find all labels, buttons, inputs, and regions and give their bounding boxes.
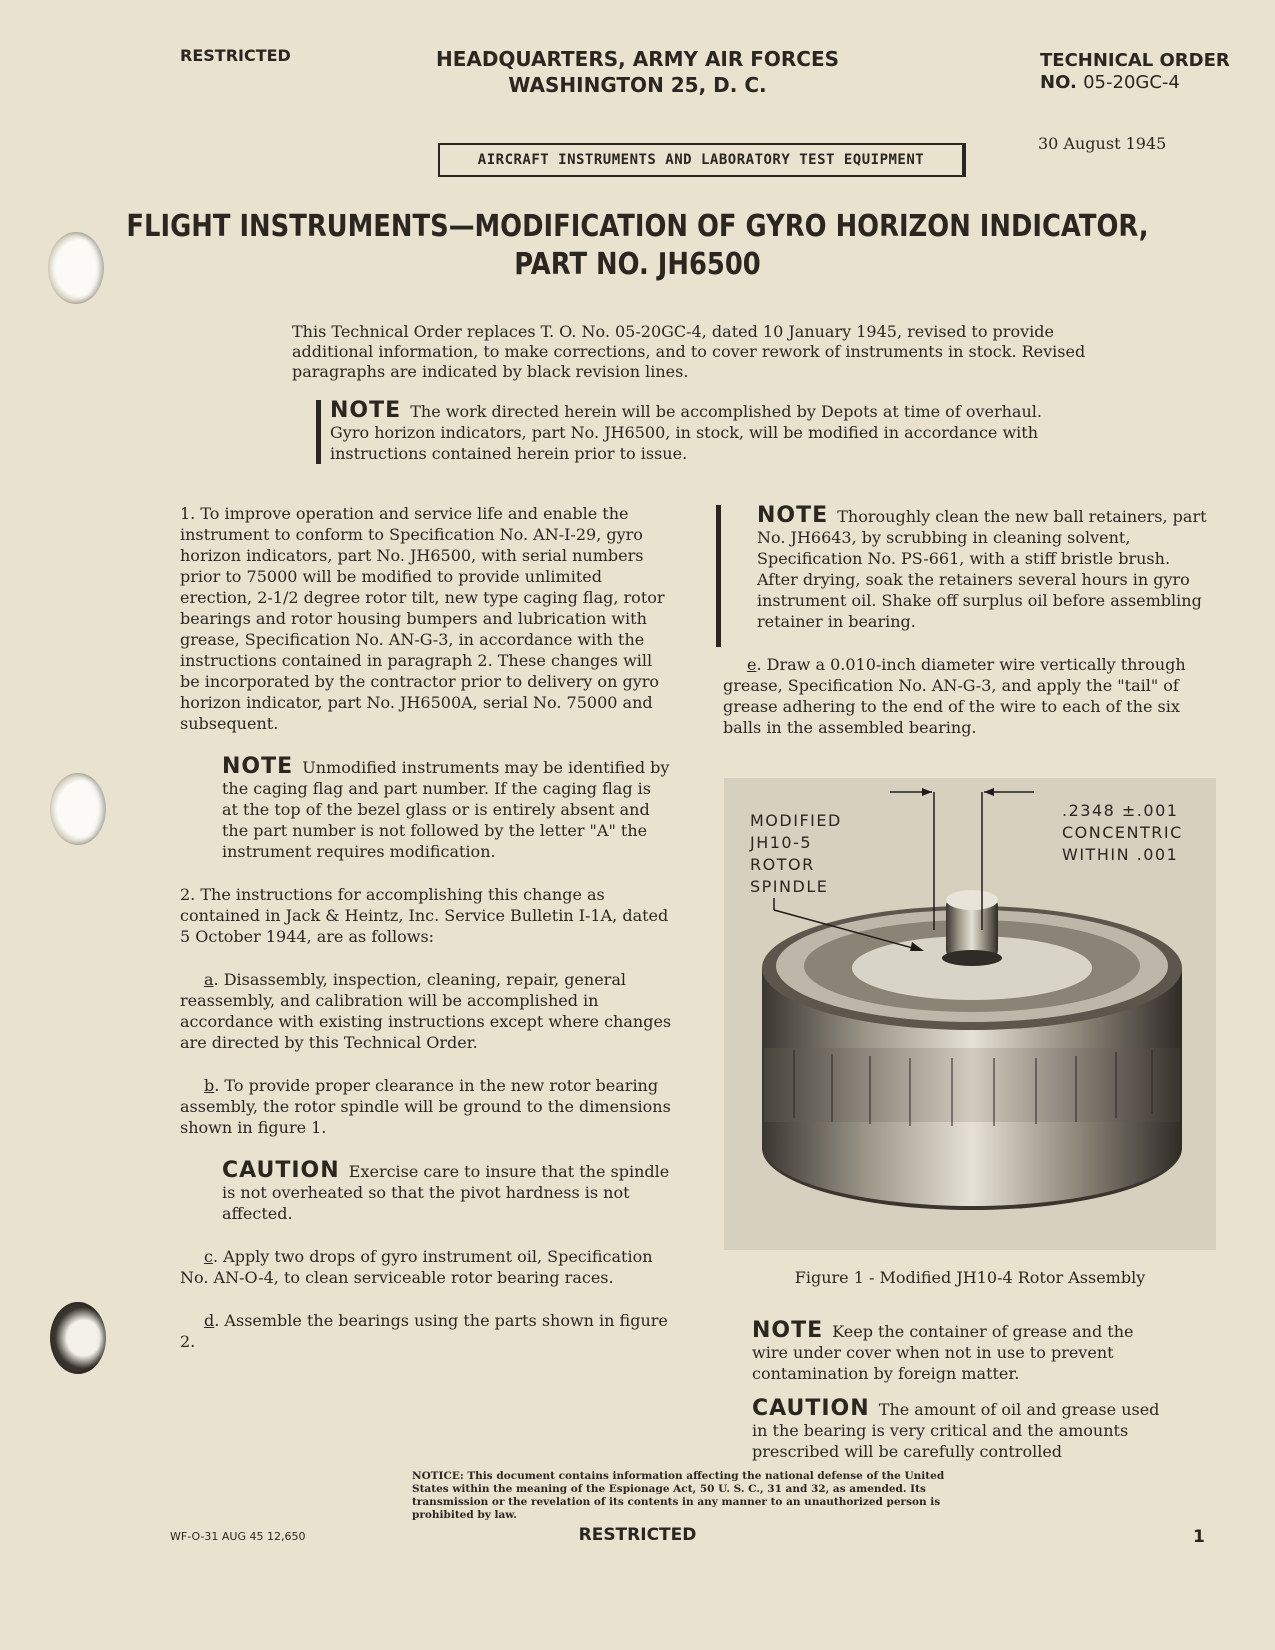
item-text: . To provide proper clearance in the new rotor bearing assembly, the rotor spindle will be ground to the dimensions shown in figure 1.	[180, 1076, 671, 1137]
classification-bottom: RESTRICTED	[578, 1525, 697, 1545]
label-line: SPINDLE	[750, 877, 829, 896]
item-text: . Disassembly, inspection, cleaning, repair, general reassembly, and calibration will be accomplished in accordance with existing instructions except where changes are directed by this Technical Order.	[180, 970, 672, 1052]
item-text: . Assemble the bearings using the parts shown in figure 2.	[180, 1311, 668, 1351]
item-letter: e	[747, 655, 757, 674]
document-date: 30 August 1945	[1038, 134, 1167, 153]
technical-order-number-line	[1040, 72, 1230, 94]
document-title	[89, 208, 1186, 284]
page-number: 1	[1193, 1527, 1205, 1547]
caution-text: The amount of oil and grease used in the bearing is very critical and the amounts prescribed will be carefully controlled	[752, 1400, 1160, 1461]
note-label: NOTE	[222, 754, 294, 779]
note-grease-cover	[752, 1320, 1172, 1384]
print-code: WF-O-31 AUG 45 12,650	[170, 1530, 306, 1543]
item-b	[180, 1075, 672, 1138]
note-text: The work directed herein will be accomplished by Depots at time of overhaul. Gyro horizon indicators, part No. JH6500, in stock, will be modified in accordance with instructions contained herein prior to issue.	[330, 402, 1042, 463]
label-line: WITHIN .001	[1062, 845, 1179, 864]
figure-caption: Figure 1 - Modified JH10-4 Rotor Assembly	[794, 1268, 1146, 1287]
caution-text: Exercise care to insure that the spindle is not overheated so that the pivot hardness is not affected.	[222, 1162, 670, 1223]
note-label: NOTE	[757, 503, 829, 528]
label-line: ROTOR	[750, 855, 815, 874]
technical-order-label: TECHNICAL ORDER	[1040, 50, 1230, 71]
security-notice: NOTICE: This document contains information affecting the national defense of the United States within the meaning of the Espionage Act, 50 U. S. C., 31 and 32, as amended. Its transmission or the revelation of its contents in any manner to an unauthorized person is prohibited by law.	[412, 1470, 945, 1521]
title-line-2: PART NO. JH6500	[514, 247, 761, 282]
figure-label-spindle	[750, 810, 842, 898]
revision-bar	[316, 400, 321, 464]
technical-order-block	[1040, 50, 1230, 94]
punch-hole	[50, 1302, 106, 1374]
technical-order-no-label: NO.	[1040, 72, 1077, 93]
caution-label: CAUTION	[752, 1396, 870, 1421]
caution-spindle	[180, 1160, 672, 1224]
note-label: NOTE	[330, 398, 402, 423]
note-label: NOTE	[752, 1318, 824, 1343]
item-letter: a	[204, 970, 214, 989]
item-text: . Draw a 0.010-inch diameter wire vertically through grease, Specification No. AN-G-3, and apply the "tail" of grease adhering to the end of the wire to each of the six balls in the assembled bearing.	[723, 655, 1186, 737]
item-d	[180, 1310, 672, 1352]
caution-oil-grease	[752, 1398, 1172, 1462]
title-line-1: FLIGHT INSTRUMENTS—MODIFICATION OF GYRO HORIZON INDICATOR,	[126, 209, 1149, 244]
right-column	[723, 505, 1215, 738]
classification-top: RESTRICTED	[180, 46, 291, 65]
paragraph-1: 1. To improve operation and service life and enable the instrument to conform to Specification No. AN-I-29, gyro horizon indicators, part No. JH6500, with serial numbers prior to 75000 will be modified to provide unlimited erection, 2-1/2 degree rotor tilt, new type caging flag, rotor bearings and rotor housing bumpers and lubrication with grease, Specification No. AN-G-3, in accordance with the instructions contained in paragraph 2. These changes will be incorporated by the contractor prior to delivery on gyro horizon indicator, part No. JH6500A, serial No. 75000 and subsequent.	[180, 504, 665, 733]
note-text: Keep the container of grease and the wire under cover when not in use to prevent contamination by foreign matter.	[752, 1322, 1134, 1383]
item-letter: d	[204, 1311, 215, 1330]
revision-bar	[716, 505, 721, 647]
punch-hole	[50, 773, 106, 845]
note-ball-retainers	[723, 505, 1215, 632]
caution-label: CAUTION	[222, 1158, 340, 1183]
note-text: Unmodified instruments may be identified by the caging flag and part number. If the caging flag is at the top of the bezel glass or is entirely absent and the part number is not followed by the letter "A" the instrument requires modification.	[222, 758, 670, 861]
hq-line-1: HEADQUARTERS, ARMY AIR FORCES	[435, 47, 840, 71]
technical-order-number: 05-20GC-4	[1083, 72, 1180, 93]
item-letter: c	[204, 1247, 213, 1266]
item-text: . Apply two drops of gyro instrument oil, Specification No. AN-O-4, to clean serviceable rotor bearing races.	[180, 1247, 653, 1287]
label-line: MODIFIED	[750, 811, 842, 830]
hq-line-2: WASHINGTON 25, D. C.	[508, 73, 767, 97]
item-e	[723, 654, 1215, 738]
note-text: Thoroughly clean the new ball retainers, part No. JH6643, by scrubbing in cleaning solvent, Specification No. PS-661, with a stiff bristle brush. After drying, soak the retainers several hours in gyro instrument oil. Shake off surplus oil before assembling retainer in bearing.	[757, 507, 1207, 631]
item-c	[180, 1246, 672, 1288]
label-line: JH10-5	[750, 833, 813, 852]
item-a	[180, 969, 672, 1053]
note-unmodified	[180, 756, 672, 862]
label-line: CONCENTRIC	[1062, 823, 1183, 842]
subject-box: AIRCRAFT INSTRUMENTS AND LABORATORY TEST EQUIPMENT	[438, 143, 966, 177]
label-dimension: .2348 ±.001	[1062, 801, 1179, 820]
note-top	[330, 400, 1070, 464]
left-column	[180, 503, 672, 1352]
item-letter: b	[204, 1076, 215, 1095]
intro-paragraph: This Technical Order replaces T. O. No. 05-20GC-4, dated 10 January 1945, revised to provide additional information, to make corrections, and to cover rework of instruments in stock. Revised paragraphs are indicated by black revision lines.	[292, 322, 1086, 381]
figure-label-dimension	[1062, 800, 1183, 866]
paragraph-2: 2. The instructions for accomplishing this change as contained in Jack & Heintz, Inc. Service Bulletin I-1A, dated 5 October 1944, are as follows:	[180, 885, 669, 946]
